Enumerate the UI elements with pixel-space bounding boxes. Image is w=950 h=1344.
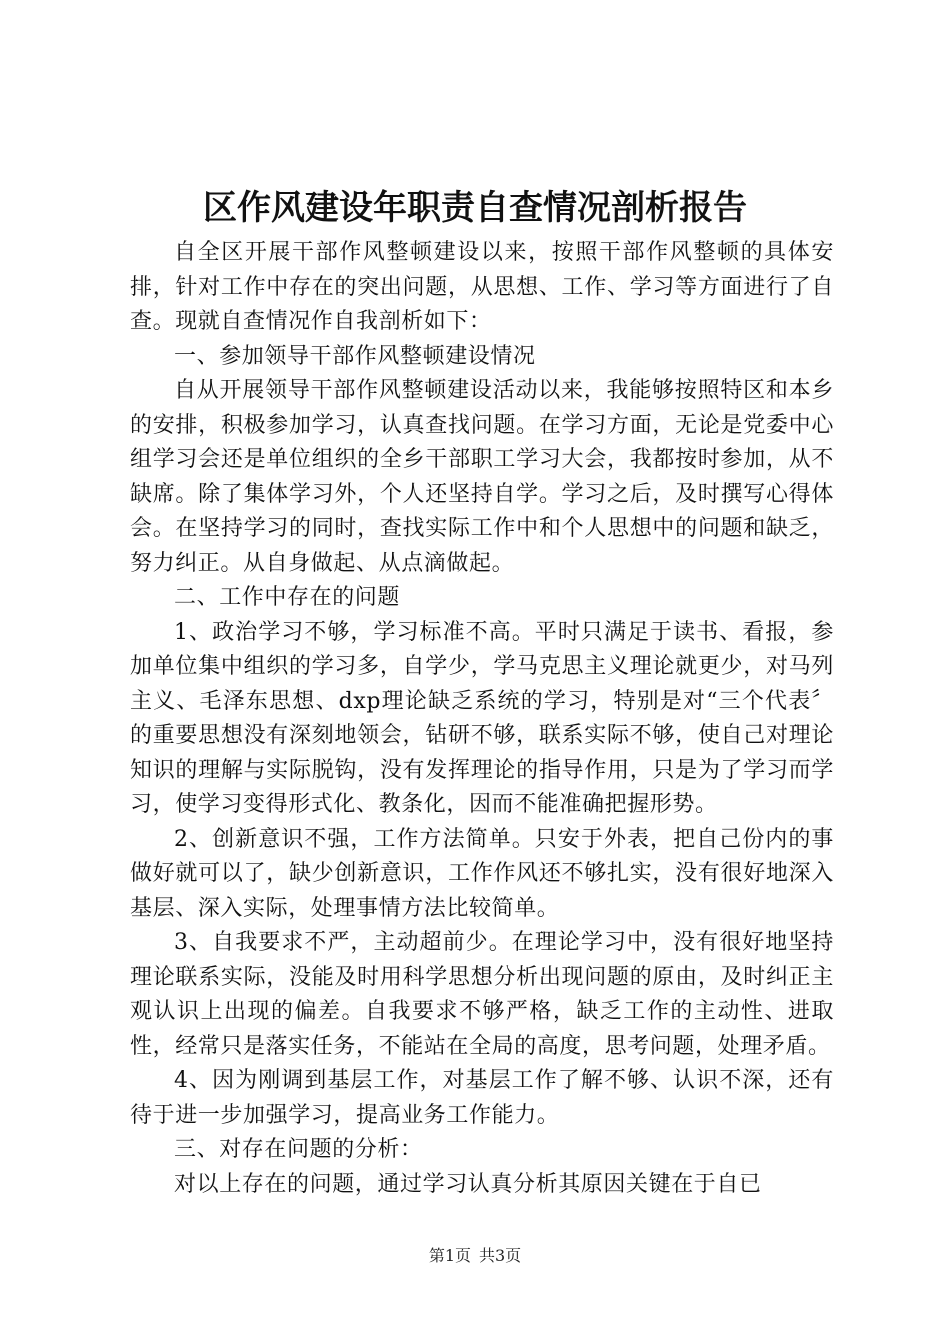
section-heading-3: 三、对存在问题的分析： [174,1137,423,1162]
intro-paragraph: 自全区开展干部作风整顿建设以来，按照干部作风整顿的具体安排，针对工作中存在的突出问题，从思想、工作、学习等方面进行了自查。现就自查情况作自我剖析如下： [130,240,834,334]
section-heading-2: 二、工作中存在的问题 [174,585,401,610]
problem-3-paragraph: 3、自我要求不严，主动超前少。在理论学习中，没有很好地坚持理论联系实际，没能及时用科学思想分析出现问题的原由，及时纠正主观认识上出现的偏差。自我要求不够严格，缺乏工作的主动性、进取性，经常只是落实任务，不能站在全局的高度，思考问题，处理矛盾。 [130,930,834,1059]
page-number: 第1页 [428,1246,471,1265]
page-total: 共3页 [479,1246,522,1265]
document-title: 区作风建设年职责自查情况剖析报告 [203,188,747,228]
problem-4-paragraph: 4、因为刚调到基层工作，对基层工作了解不够、认识不深，还有待于进一步加强学习，提高业务工作能力。 [130,1068,834,1128]
document-body [130,236,834,1202]
problem-2-paragraph: 2、创新意识不强，工作方法简单。只安于外表，把自己份内的事做好就可以了，缺少创新意识，工作作风还不够扎实，没有很好地深入基层、深入实际，处理事情方法比较简单。 [130,826,834,921]
analysis-paragraph: 对以上存在的问题，通过学习认真分析其原因关键在于自已 [174,1171,762,1197]
section-1-paragraph: 自从开展领导干部作风整顿建设活动以来，我能够按照特区和本乡的安排，积极参加学习，认真查找问题。在学习方面，无论是党委中心组学习会还是单位组织的全乡干部职工学习大会，我都按时参加，从不缺席。除了集体学习外，个人还坚持自学。学习之后，及时撰写心得体会。在坚持学习的同时，查找实际工作中和个人思想中的问题和缺乏，努力纠正。从自身做起、从点滴做起。 [130,378,834,576]
page-footer [0,1244,950,1268]
section-heading-1: 一、参加领导干部作风整顿建设情况 [174,343,536,369]
problem-1-paragraph: 1、政治学习不够，学习标准不高。平时只满足于读书、看报，参加单位集中组织的学习多，自学少，学马克思主义理论就更少，对马列主义、毛泽东思想、dxp理论缺乏系统的学习，特别是对“三个代表〞的重要思想没有深刻地领会，钻研不够，联系实际不够，使自己对理论知识的理解与实际脱钩，没有发挥理论的指导作用，只是为了学习而学习，使学习变得形式化、教条化，因而不能准确把握形势。 [130,619,834,817]
